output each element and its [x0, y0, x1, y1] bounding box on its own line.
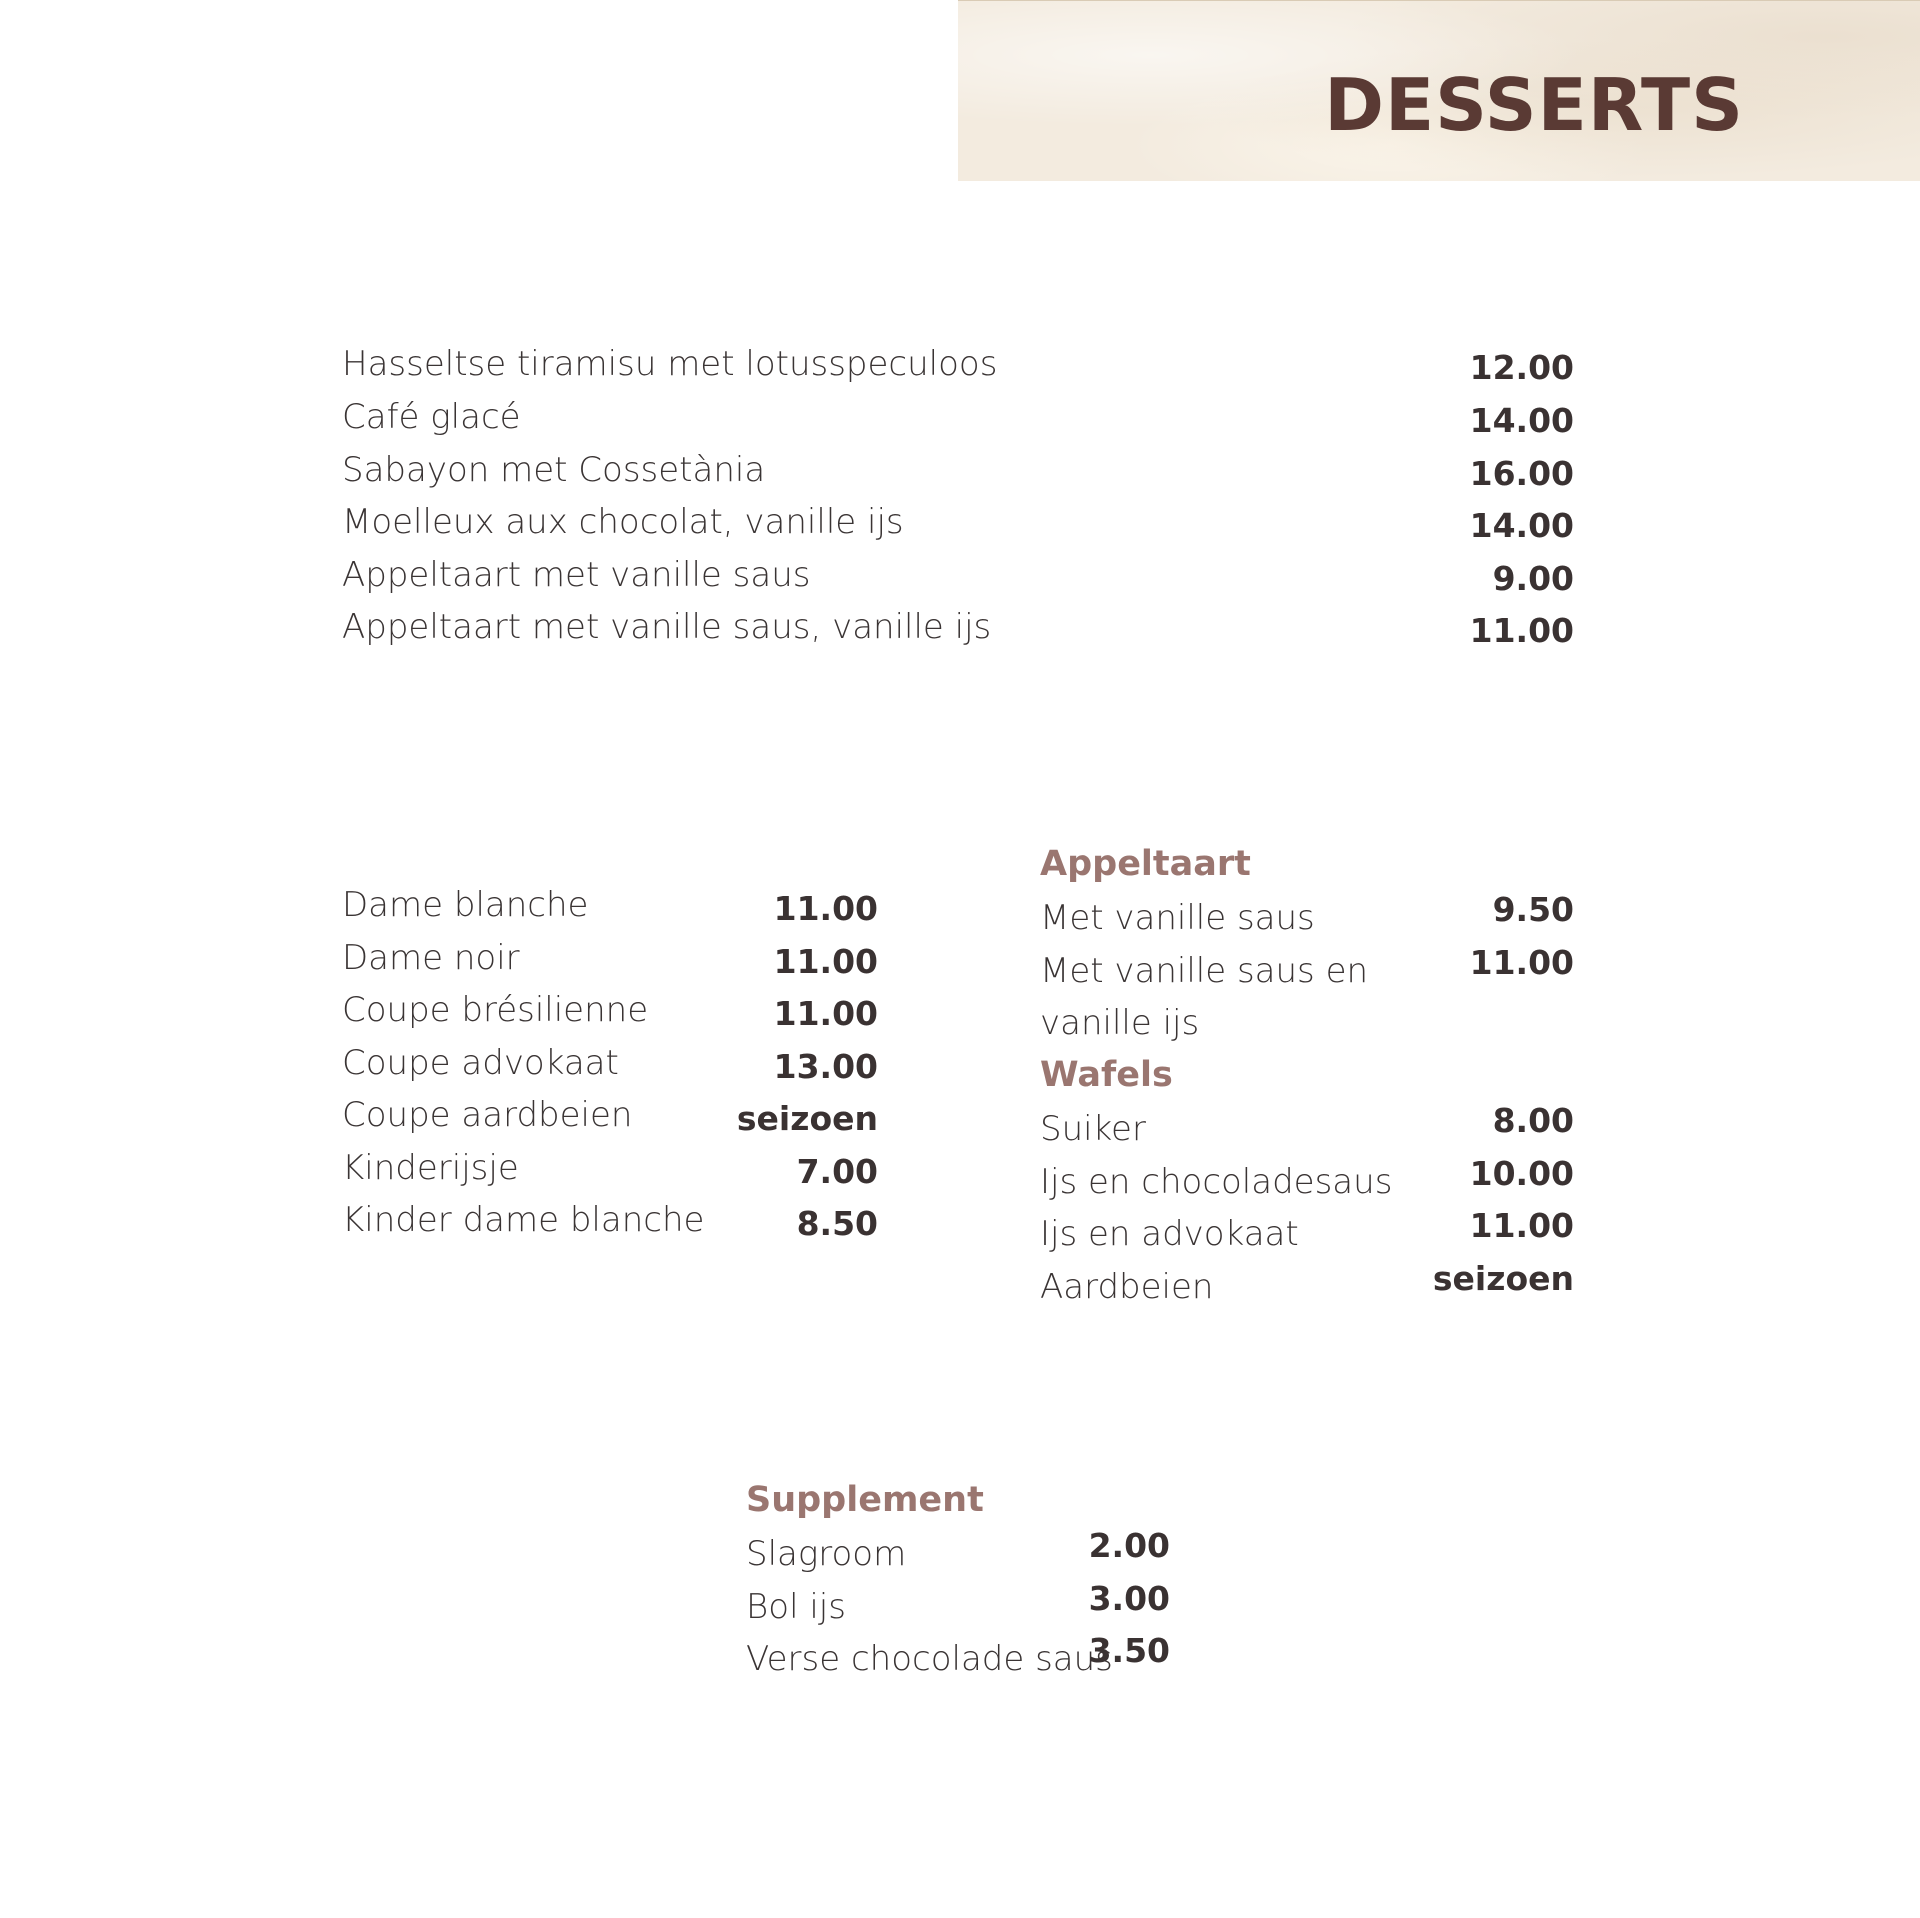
- list-item: [342, 1041, 878, 1093]
- list-item: [342, 1146, 878, 1198]
- list-item: [342, 395, 1574, 447]
- list-item: [342, 1198, 878, 1250]
- item-price: 2.00: [1088, 1526, 1170, 1565]
- section-heading-appeltaart: Appeltaart: [1040, 844, 1251, 884]
- section-heading-wafels: Wafels: [1040, 1055, 1173, 1095]
- item-name: Aardbeien: [1040, 1267, 1214, 1307]
- item-name: Coupe advokaat: [342, 1043, 619, 1083]
- item-price: 11.00: [1469, 1206, 1574, 1245]
- item-price: 3.50: [1088, 1631, 1170, 1670]
- list-item: [342, 936, 878, 988]
- item-price: 14.00: [1469, 401, 1574, 440]
- item-name: Ijs en chocoladesaus: [1040, 1162, 1393, 1202]
- list-item: [342, 342, 1574, 394]
- item-name: Appeltaart met vanille saus, vanille ijs: [342, 607, 992, 647]
- list-item: [746, 1631, 1170, 1689]
- item-price: 7.00: [796, 1152, 878, 1191]
- item-price: 11.00: [773, 942, 878, 981]
- page-title: DESSERTS: [1324, 63, 1744, 147]
- item-price: 8.50: [796, 1204, 878, 1243]
- item-name: Appeltaart met vanille saus: [342, 555, 811, 595]
- item-price: seizoen: [736, 1099, 878, 1138]
- list-item: [342, 448, 1574, 500]
- section-heading-supplement: Supplement: [746, 1480, 984, 1520]
- item-price: 11.00: [773, 889, 878, 928]
- list-item: [342, 605, 1574, 657]
- item-name: Café glacé: [342, 397, 521, 437]
- item-price: 13.00: [773, 1047, 878, 1086]
- list-item: [342, 500, 1574, 552]
- item-name: Hasseltse tiramisu met lotusspeculoos: [342, 344, 998, 384]
- item-price: seizoen: [1432, 1259, 1574, 1298]
- item-name: Dame noir: [342, 938, 520, 978]
- item-price: 11.00: [1469, 943, 1574, 982]
- item-name: Moelleux aux chocolat, vanille ijs: [342, 502, 904, 542]
- list-item: [1040, 1259, 1574, 1317]
- list-item: [342, 1093, 878, 1145]
- item-name: Met vanille saus: [1040, 898, 1315, 938]
- item-name: Kinderijsje: [342, 1148, 519, 1188]
- item-name: Dame blanche: [342, 885, 589, 925]
- item-price: 11.00: [1469, 611, 1574, 650]
- list-item: [1040, 1001, 1574, 1053]
- list-item: [342, 883, 878, 935]
- item-name: Coupe brésilienne: [342, 990, 649, 1030]
- item-name: Met vanille saus en: [1040, 951, 1369, 991]
- item-name: Suiker: [1040, 1109, 1146, 1149]
- item-price: 12.00: [1469, 348, 1574, 387]
- item-price: 9.50: [1492, 890, 1574, 929]
- item-name: Bol ijs: [746, 1587, 846, 1627]
- item-name: Ijs en advokaat: [1040, 1214, 1299, 1254]
- list-item: [342, 988, 878, 1040]
- list-item: [1040, 943, 1574, 1001]
- item-name: Sabayon met Cossetània: [342, 450, 766, 490]
- item-name: Slagroom: [746, 1534, 907, 1574]
- item-name: vanille ijs: [1040, 1003, 1200, 1043]
- item-price: 3.00: [1088, 1579, 1170, 1618]
- item-price: 10.00: [1469, 1154, 1574, 1193]
- item-name: Kinder dame blanche: [342, 1200, 705, 1240]
- item-name: Verse chocolade saus: [746, 1639, 1113, 1679]
- item-price: 11.00: [773, 994, 878, 1033]
- item-price: 9.00: [1492, 559, 1574, 598]
- item-price: 14.00: [1469, 506, 1574, 545]
- item-name: Coupe aardbeien: [342, 1095, 633, 1135]
- header-band: [958, 0, 1920, 181]
- item-price: 8.00: [1492, 1101, 1574, 1140]
- item-price: 16.00: [1469, 454, 1574, 493]
- list-item: [342, 553, 1574, 605]
